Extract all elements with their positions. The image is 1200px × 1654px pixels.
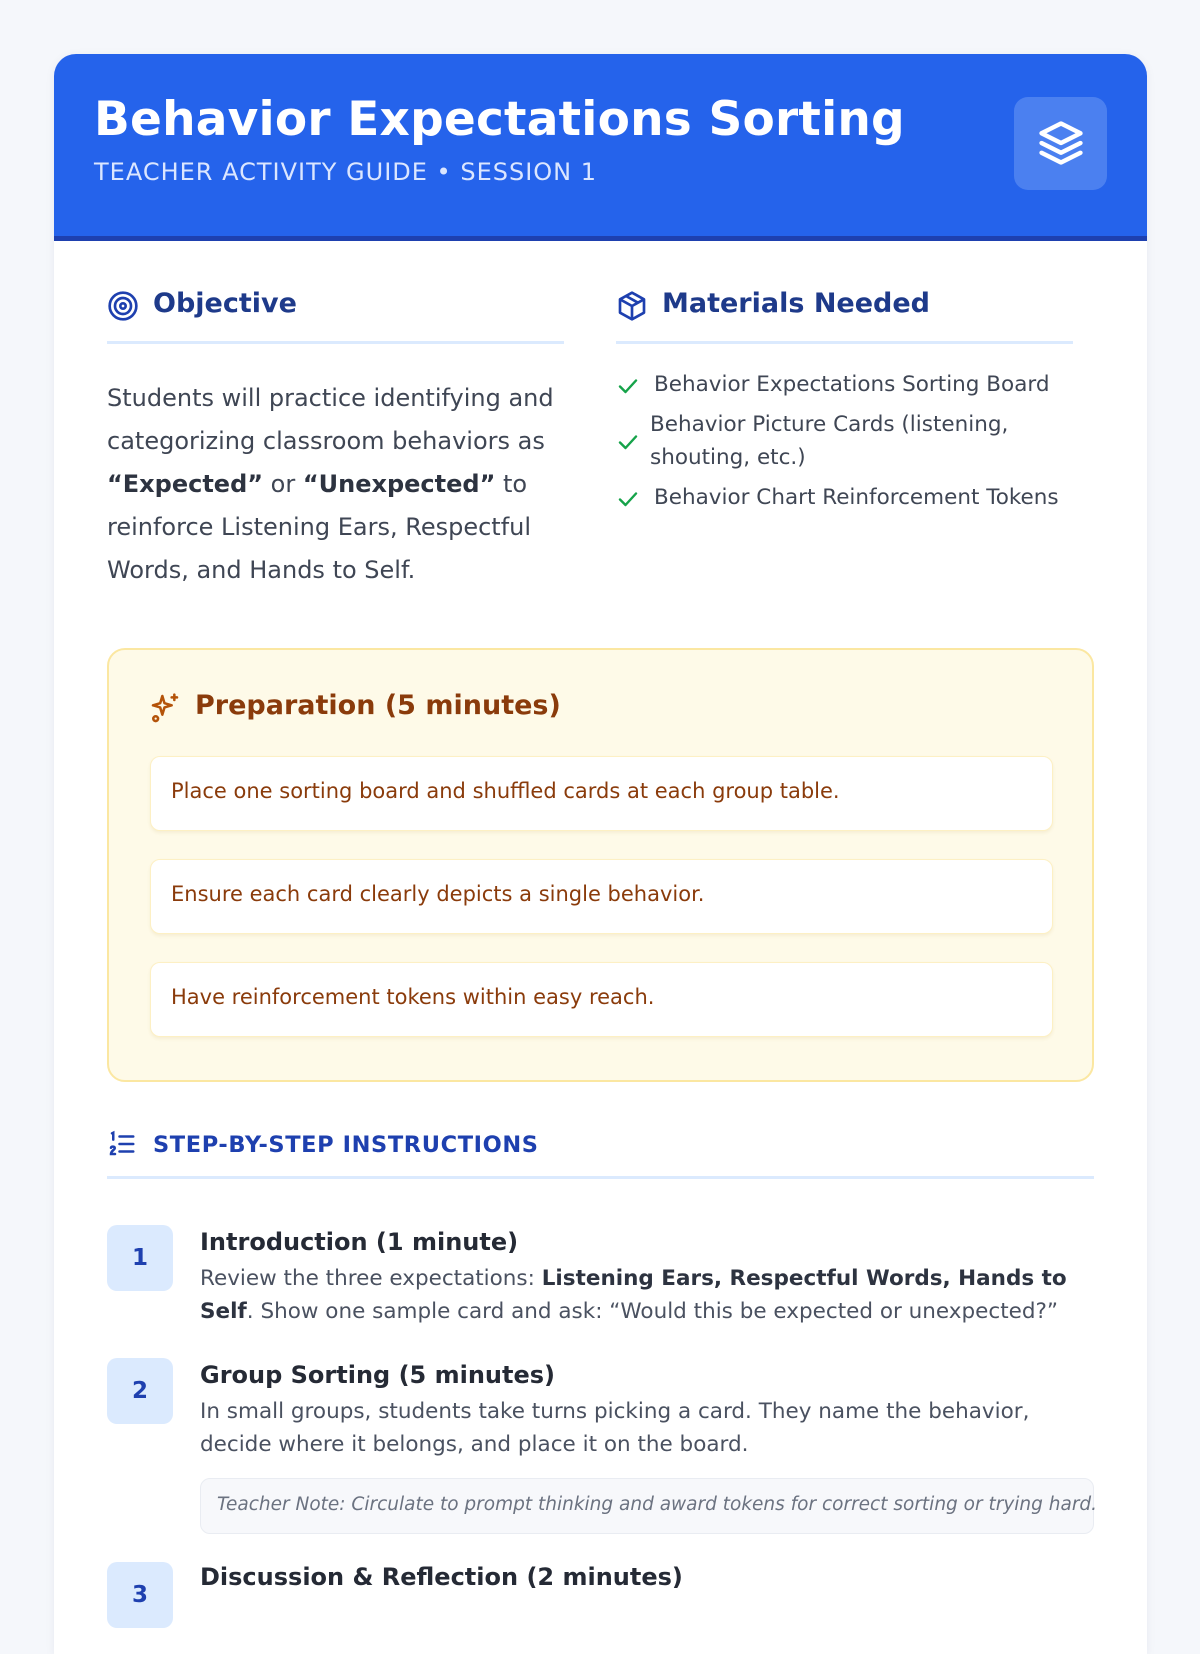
- page-title: Behavior Expectations Sorting: [94, 92, 905, 147]
- objective-expected-term: “Expected”: [107, 470, 264, 498]
- preparation-item: [150, 962, 1053, 1037]
- preparation-item-text: Have reinforcement tokens within easy reach.: [171, 985, 655, 1009]
- step-title: Discussion & Reflection (2 minutes): [200, 1563, 683, 1591]
- check-icon: [616, 374, 640, 398]
- check-icon: [616, 487, 640, 511]
- steps-heading: [107, 1126, 1094, 1179]
- teacher-note-text: Teacher Note: Circulate to prompt thinking and award tokens for correct sorting or trying hard.: [217, 1494, 1098, 1515]
- target-icon: [107, 290, 139, 322]
- preparation-item: [150, 756, 1053, 831]
- step-description: In small groups, students take turns picking a card. They name the behavior, decide where it belongs, and place it on the board.: [200, 1399, 1030, 1457]
- materials-item: [616, 481, 1086, 514]
- objective-unexpected-term: “Unexpected”: [302, 470, 496, 498]
- objective-text-part: to reinforce Listening Ears, Respectful Words, and Hands to Self.: [107, 470, 532, 584]
- objective-text: [107, 377, 577, 592]
- steps-heading-label: STEP-BY-STEP INSTRUCTIONS: [153, 1132, 539, 1158]
- objective-text-part: Students will practice identifying and categorizing classroom behaviors as: [107, 384, 554, 455]
- step-number-badge: 3: [107, 1562, 173, 1628]
- materials-item-label: Behavior Chart Reinforcement Tokens: [654, 485, 1059, 510]
- materials-item: [616, 368, 1086, 401]
- package-icon: [616, 290, 648, 322]
- materials-item: [616, 408, 1086, 474]
- objective-heading-label: Objective: [153, 288, 297, 319]
- header-banner: [54, 54, 1147, 241]
- teacher-note: [200, 1478, 1098, 1534]
- layers-icon: [1035, 117, 1087, 169]
- preparation-item-text: Place one sorting board and shuffled cards at each group table.: [171, 779, 840, 803]
- layers-badge: [1014, 97, 1107, 190]
- step-number-badge: 1: [107, 1225, 173, 1291]
- sparkles-icon: [149, 692, 181, 724]
- preparation-item: [150, 859, 1053, 934]
- step-description-part: . Show one sample card and ask: “Would this be expected or unexpected?”: [246, 1299, 1059, 1324]
- materials-item-label: Behavior Expectations Sorting Board: [654, 372, 1050, 397]
- check-icon: [616, 430, 640, 454]
- activity-guide-card: [54, 54, 1147, 1654]
- materials-heading: [616, 288, 1073, 344]
- objective-heading: [107, 288, 564, 344]
- materials-item-label: Behavior Picture Cards (listening, shouting, etc.): [650, 412, 1009, 470]
- step-description-part: Review the three expectations:: [200, 1266, 542, 1291]
- preparation-item-text: Ensure each card clearly depicts a single behavior.: [171, 882, 705, 906]
- numbered-list-icon: [107, 1128, 137, 1160]
- step-title: Group Sorting (5 minutes): [200, 1361, 556, 1389]
- preparation-title: Preparation (5 minutes): [195, 690, 561, 721]
- objective-text-part: or: [263, 470, 303, 498]
- step-description-expectations: Listening Ears, Respectful Words, Hands to Self: [200, 1266, 1067, 1324]
- step-number-badge: 2: [107, 1358, 173, 1424]
- step-description: [200, 1262, 1100, 1328]
- page-subtitle: TEACHER ACTIVITY GUIDE • SESSION 1: [94, 158, 598, 186]
- step-title: Introduction (1 minute): [200, 1228, 519, 1256]
- materials-heading-label: Materials Needed: [662, 288, 931, 319]
- preparation-box: [107, 648, 1094, 1082]
